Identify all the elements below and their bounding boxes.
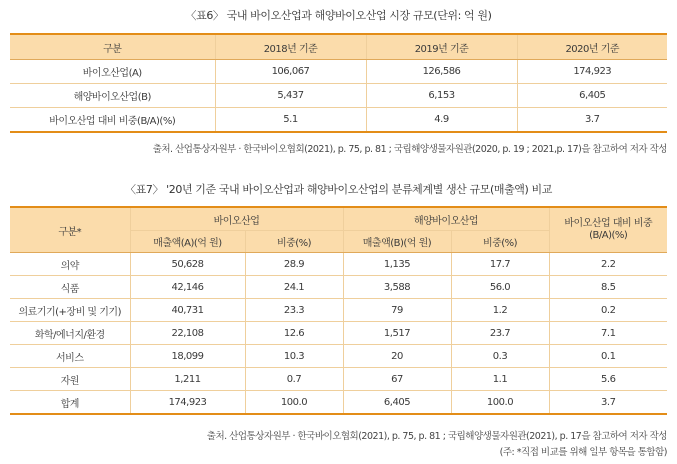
table-cell: 5.6 bbox=[549, 368, 667, 391]
table-cell: 1.1 bbox=[451, 368, 549, 391]
table-cell: 23.7 bbox=[451, 322, 549, 345]
table1-source: 출처. 산업통상자원부 · 한국바이오협회(2021), p. 75, p. 81 ; 국립해양생물자원관(2020, p. 19 ; 2021,p. 17)을 참고하여 저자 작성 bbox=[152, 144, 667, 155]
table2-header-ratio bbox=[549, 207, 667, 253]
table-row bbox=[10, 253, 667, 276]
table1-header-category: 구분 bbox=[10, 34, 215, 60]
table-cell: 5.1 bbox=[215, 108, 366, 133]
table-cell: 106,067 bbox=[215, 60, 366, 84]
table-cell: 174,923 bbox=[517, 60, 667, 84]
table-cell: 화학/에너지/환경 bbox=[10, 322, 130, 345]
table2-header-marine: 해양바이오산업 bbox=[343, 207, 549, 231]
table-cell: 12.6 bbox=[245, 322, 343, 345]
table-cell: 50,628 bbox=[130, 253, 245, 276]
table1-caption: 〈표6〉 국내 바이오산업과 해양바이오산업 시장 규모(단위: 억 원) bbox=[185, 9, 492, 22]
table-cell: 0.7 bbox=[245, 368, 343, 391]
table-cell: 0.3 bbox=[451, 345, 549, 368]
table-cell: 7.1 bbox=[549, 322, 667, 345]
table-cell: 5,437 bbox=[215, 84, 366, 108]
table-cell: 2.2 bbox=[549, 253, 667, 276]
table-cell: 79 bbox=[343, 299, 451, 322]
table-cell: 1,211 bbox=[130, 368, 245, 391]
table2-header-category: 구분* bbox=[10, 207, 130, 253]
table2-subheader-sales-b: 매출액(B)(억 원) bbox=[343, 231, 451, 253]
table-row bbox=[10, 299, 667, 322]
table-row bbox=[10, 108, 667, 133]
ratio-header-line2: (B/A)(%) bbox=[589, 230, 628, 241]
table-cell: 100.0 bbox=[245, 391, 343, 415]
table-cell: 3.7 bbox=[549, 391, 667, 415]
table-cell: 42,146 bbox=[130, 276, 245, 299]
table-row bbox=[10, 322, 667, 345]
table2-caption: 〈표7〉 '20년 기준 국내 바이오산업과 해양바이오산업의 분류체계별 생산 규모(매출액) 비교 bbox=[125, 183, 552, 196]
table1-header-2018: 2018년 기준 bbox=[215, 34, 366, 60]
production-comparison-table bbox=[10, 206, 667, 415]
table-cell: 28.9 bbox=[245, 253, 343, 276]
table-cell: 17.7 bbox=[451, 253, 549, 276]
table1-header-row bbox=[10, 34, 667, 60]
table-row bbox=[10, 391, 667, 415]
table-cell: 3,588 bbox=[343, 276, 451, 299]
table-cell: 1,517 bbox=[343, 322, 451, 345]
table-cell: 126,586 bbox=[366, 60, 517, 84]
table-cell: 23.3 bbox=[245, 299, 343, 322]
table-cell: 바이오산업(A) bbox=[10, 60, 215, 84]
ratio-header-line1: 바이오산업 대비 비중 bbox=[564, 218, 653, 229]
table-cell: 20 bbox=[343, 345, 451, 368]
table2-source: 출처. 산업통상자원부 · 한국바이오협회(2021), p. 75, p. 81 ; 국립해양생물자원관(2021), p. 17을 참고하여 저자 작성 bbox=[206, 431, 667, 442]
table-cell: 바이오산업 대비 비중(B/A)(%) bbox=[49, 116, 176, 127]
table2-header-row bbox=[10, 207, 667, 231]
table-cell: 67 bbox=[343, 368, 451, 391]
table-cell: 자원 bbox=[10, 368, 130, 391]
table-row bbox=[10, 276, 667, 299]
table-cell: 의약 bbox=[10, 253, 130, 276]
table1-header-2020: 2020년 기준 bbox=[517, 34, 667, 60]
table-cell: 40,731 bbox=[130, 299, 245, 322]
table2-subheader-share-bio: 비중(%) bbox=[245, 231, 343, 253]
table-cell: 174,923 bbox=[130, 391, 245, 415]
table-cell: 6,153 bbox=[366, 84, 517, 108]
table-cell: 56.0 bbox=[451, 276, 549, 299]
table-cell: 22,108 bbox=[130, 322, 245, 345]
table-row bbox=[10, 368, 667, 391]
table-cell: 해양바이오산업(B) bbox=[10, 84, 215, 108]
table-cell: 100.0 bbox=[451, 391, 549, 415]
table-row bbox=[10, 345, 667, 368]
table-row bbox=[10, 60, 667, 84]
table-cell: 1,135 bbox=[343, 253, 451, 276]
table-cell: 8.5 bbox=[549, 276, 667, 299]
table-cell: 10.3 bbox=[245, 345, 343, 368]
table-cell: 의료기기(+장비 및 기기) bbox=[10, 299, 130, 322]
table-cell: 식품 bbox=[10, 276, 130, 299]
table-cell: 합계 bbox=[60, 398, 79, 410]
table1-header-2019: 2019년 기준 bbox=[366, 34, 517, 60]
market-size-table bbox=[10, 33, 667, 133]
table-row bbox=[10, 84, 667, 108]
table-cell: 서비스 bbox=[10, 345, 130, 368]
table2-subheader-share-marine: 비중(%) bbox=[451, 231, 549, 253]
table-cell: 0.1 bbox=[549, 345, 667, 368]
table-cell: 6,405 bbox=[343, 391, 451, 415]
table2-header-bio: 바이오산업 bbox=[130, 207, 343, 231]
table2-subheader-sales-a: 매출액(A)(억 원) bbox=[130, 231, 245, 253]
table-cell: 1.2 bbox=[451, 299, 549, 322]
table-cell: 4.9 bbox=[366, 108, 517, 133]
table-cell: 6,405 bbox=[517, 84, 667, 108]
table2-note: (주: *직접 비교를 위해 일부 항목을 통합함) bbox=[499, 447, 667, 458]
table-cell: 0.2 bbox=[549, 299, 667, 322]
table-cell: 3.7 bbox=[517, 108, 667, 133]
table-cell: 24.1 bbox=[245, 276, 343, 299]
table-cell: 18,099 bbox=[130, 345, 245, 368]
